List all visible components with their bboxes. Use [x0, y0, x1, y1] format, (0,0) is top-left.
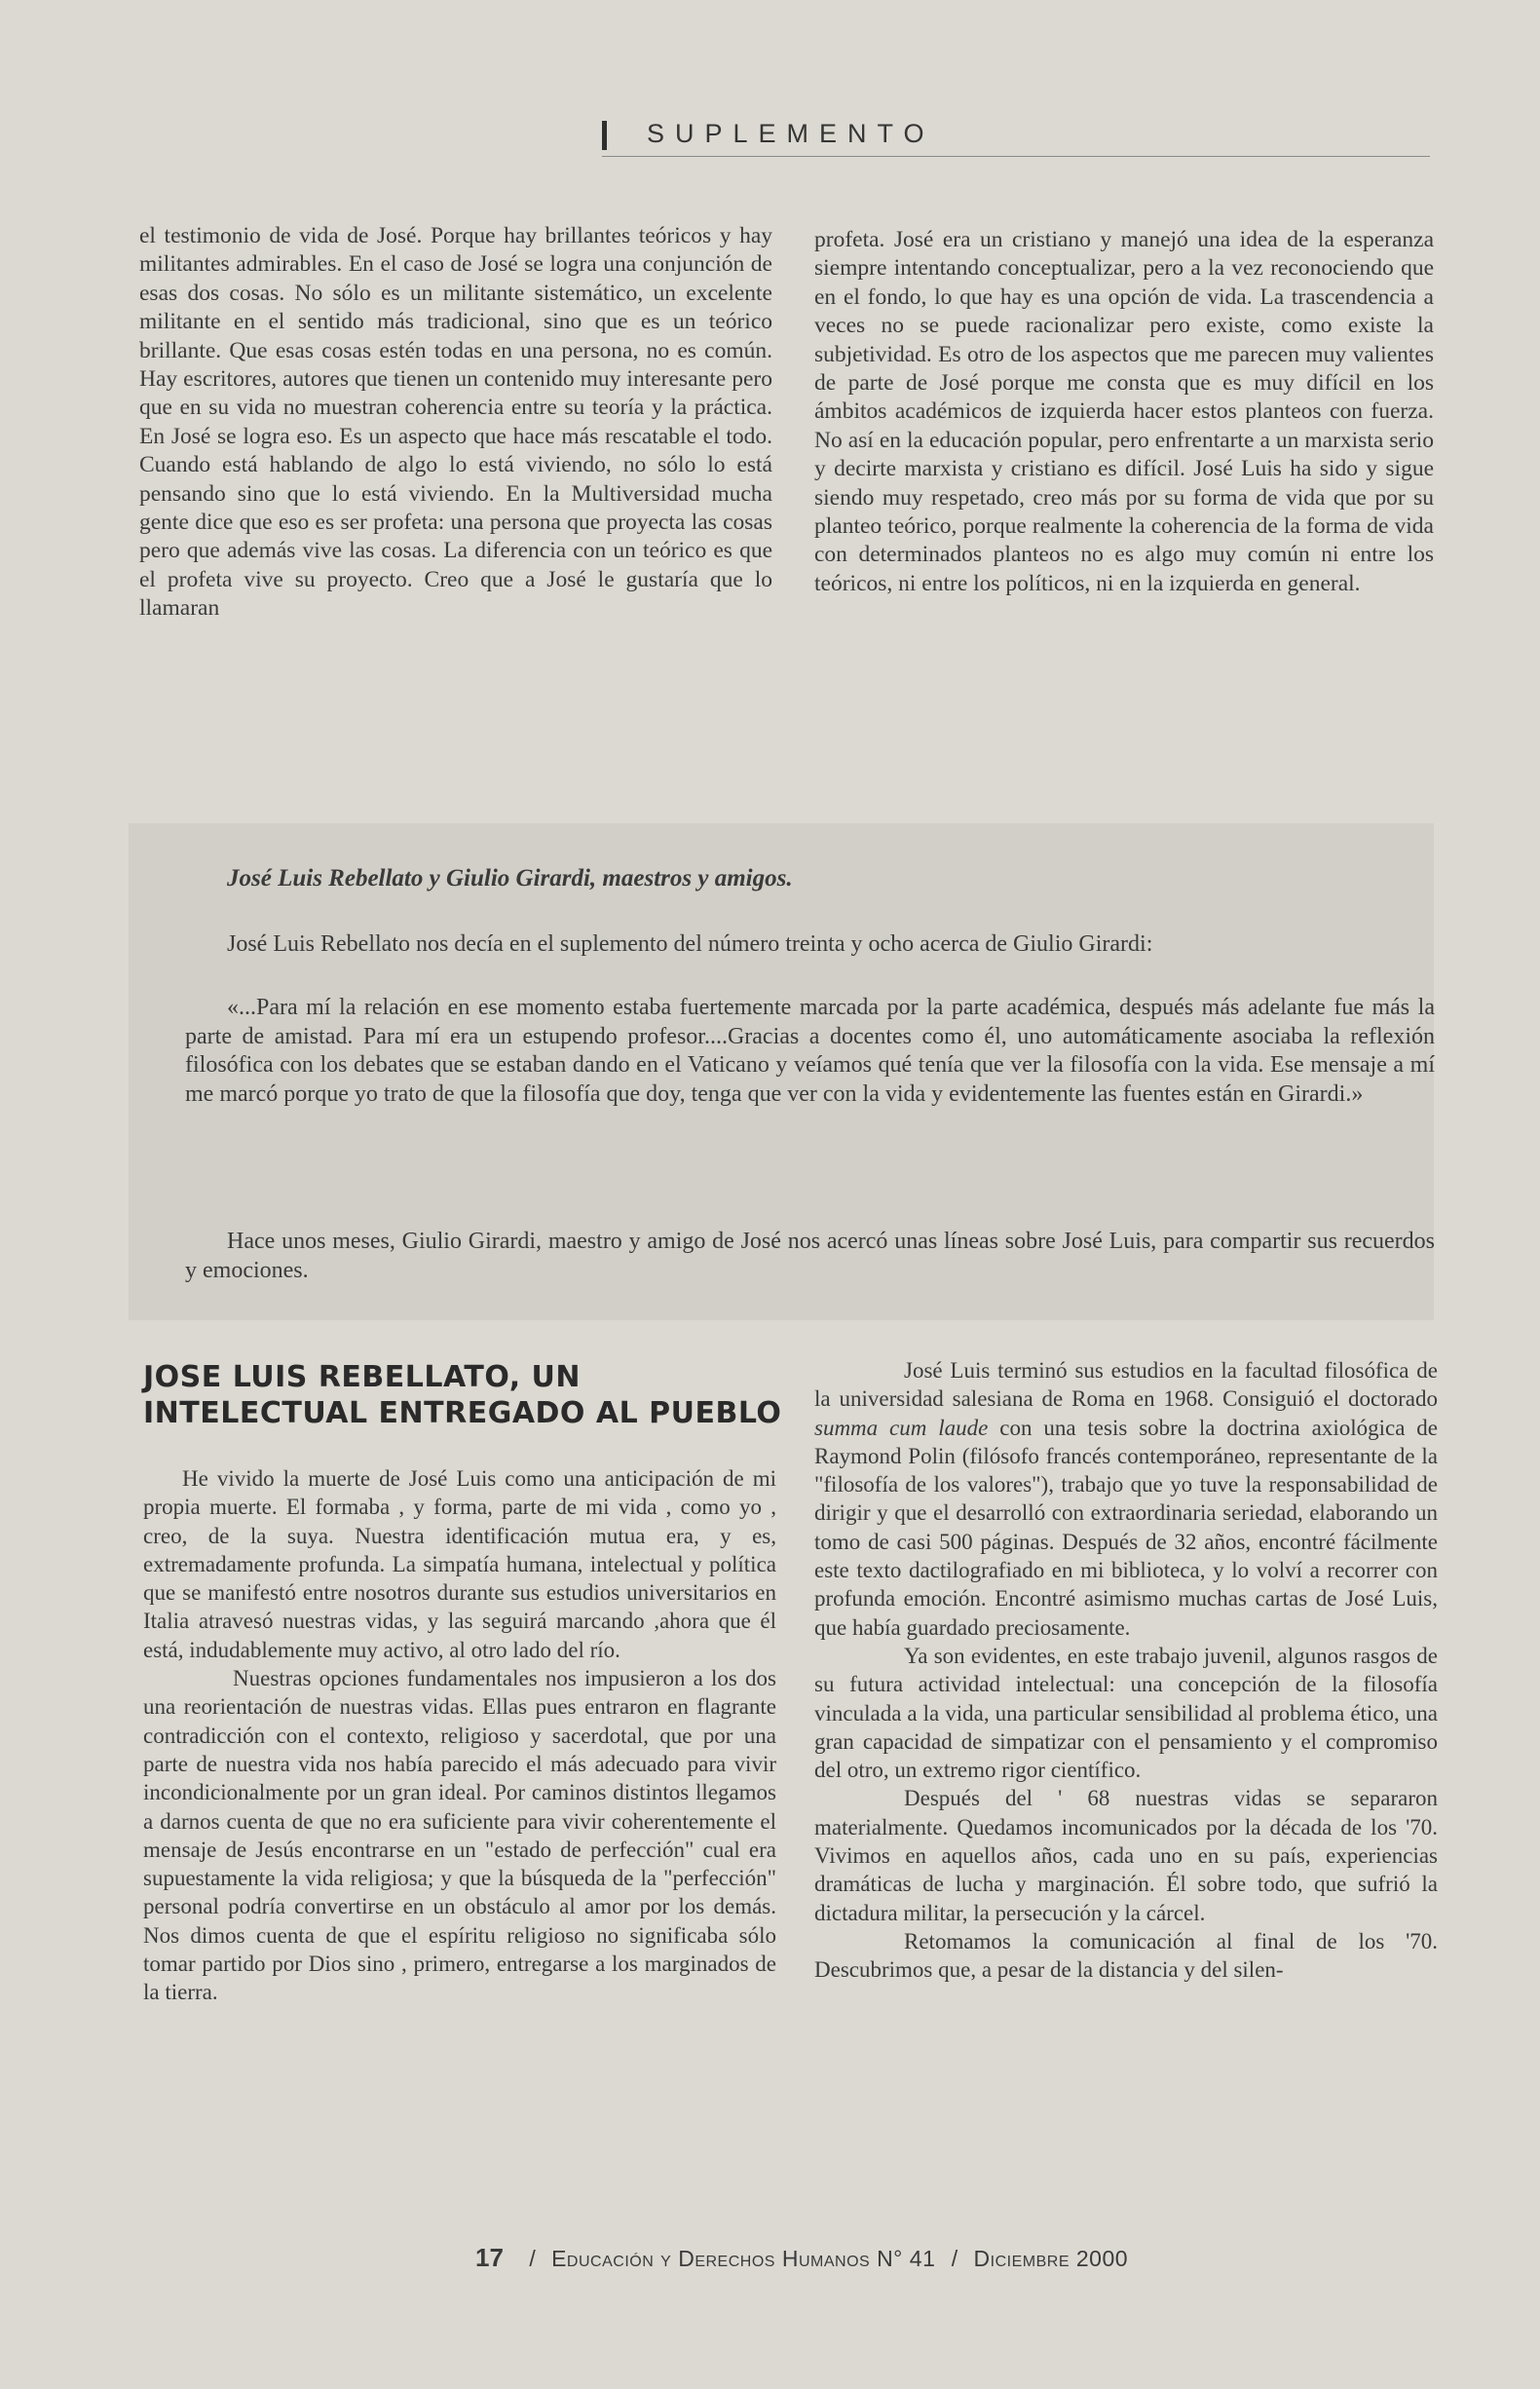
publication-name: Educación y Derechos Humanos N° 41	[551, 2246, 936, 2271]
article-title: JOSE LUIS REBELLATO, UN INTELECTUAL ENTREGADO AL PUEBLO	[143, 1360, 782, 1430]
italic-phrase: summa cum laude	[814, 1415, 989, 1440]
header-rule	[602, 156, 1430, 157]
footer-separator: /	[951, 2246, 958, 2271]
top-left-column	[139, 222, 772, 624]
footer-separator: /	[529, 2246, 536, 2271]
paragraph: el testimonio de vida de José. Porque hay brillantes teóricos y hay militantes admirables. En el caso de José se logra una conjunción de esas dos cosas. No sólo es un militante sistemático, un excelente militante en el sentido más tradicional, sino que es un teórico brillante. Que esas cosas estén todas en una persona, no es común. Hay escritores, autores que tienen un contenido muy interesante pero que en su vida no muestran coherencia entre su teoría y la práctica. En José se logra eso. Es un aspecto que hace más rescatable el todo. Cuando está hablando de algo lo está viviendo, no sólo lo está pensando sino que lo está viviendo. En la Multiversidad mucha gente dice que eso es ser profeta: una persona que proyecta las cosas pero que además vive las cosas. La diferencia con un teórico es que el profeta vive su proyecto. Creo que a José le gustaría que lo llamaran	[139, 223, 772, 622]
paragraph: Ya son evidentes, en este trabajo juvenil, algunos rasgos de su futura actividad intelectual: una concepción de la filosofía vinculada a la vida, una particular sensibilidad al problema ético, una gran capacidad de simpatizar con el pensamiento y el compromiso del otro, un extremo rigor científico.	[814, 1643, 1438, 1783]
paragraph: Retomamos la comunicación al final de los '70. Descubrimos que, a pesar de la distancia y del silen-	[814, 1928, 1438, 1983]
quote-box-title: José Luis Rebellato y Giulio Girardi, maestros y amigos.	[227, 865, 793, 891]
quote-closing: Hace unos meses, Giulio Girardi, maestro y amigo de José nos acercó unas líneas sobre José Luis, para compartir sus recuerdos y emociones.	[185, 1229, 1435, 1283]
quote-text: «...Para mí la relación en ese momento estaba fuertemente marcada por la parte académica, después más adelante fue más la parte de amistad. Para mí era un estupendo profesor....Gracias a docentes como él, uno automáticamente asociaba la reflexión filosófica con los debates que se estaban dando en el Vaticano y veíamos qué tenía que ver la filosofía con la vida. Ese mensaje a mí me marcó porque yo trato de que la filosofía que doy, tenga que ver con la vida y evidentemente las fuentes están en Girardi.»	[185, 995, 1435, 1107]
issue-date: Diciembre 2000	[973, 2246, 1129, 2271]
section-title: SUPLEMENTO	[647, 119, 935, 148]
paragraph: profeta. José era un cristiano y manejó una idea de la esperanza siempre intentando conceptualizar, pero a la vez reconociendo que en el fondo, lo que hay es una opción de vida. La trascendencia a veces no se puede racionalizar pero existe, como existe la subjetividad. Es otro de los aspectos que me parecen muy valientes de parte de José porque me consta que es muy difícil en los ámbitos académicos de izquierda hacer estos planteos con fuerza. No así en la educación popular, pero enfrentarte a un marxista serio y decirte marxista y cristiano es difícil. José Luis ha sido y sigue siendo muy respetado, creo más por su forma de vida que por su planteo teórico, porque realmente la coherencia de la forma de vida con determinados planteos no es algo muy común ni entre los teóricos, ni entre los políticos, ni en la izquierda en general.	[814, 227, 1434, 596]
article-left-column	[143, 1464, 776, 2007]
article-right-column	[814, 1356, 1438, 1985]
quote-intro: José Luis Rebellato nos decía en el suplemento del número treinta y ocho acerca de Giulio Girardi:	[227, 931, 1153, 957]
page-footer	[475, 2243, 1352, 2273]
page-number: 17	[475, 2243, 504, 2272]
paragraph: He vivido la muerte de José Luis como una anticipación de mi propia muerte. El formaba , y forma, parte de mi vida , como yo , creo, de la suya. Nuestra identificación mutua era, y es, extremadamente profunda. La simpatía humana, intelectual y política que se manifestó entre nosotros durante sus estudios universitarios en Italia atravesó nuestras vidas, y las seguirá marcando ,ahora que él está, indudablemente muy activo, al otro lado del río.	[143, 1466, 776, 1662]
top-right-column	[814, 226, 1434, 598]
section-header	[602, 117, 1430, 160]
paragraph: Después del ' 68 nuestras vidas se separaron materialmente. Quedamos incomunicados por la década de los '70. Vivimos en aquellos años, cada uno en su país, experiencias dramáticas de lucha y marginación. Él sobre todo, que sufrió la dictadura militar, la persecución y la cárcel.	[814, 1786, 1438, 1925]
paragraph: Nuestras opciones fundamentales nos impusieron a los dos una reorientación de nuestras vidas. Ellas pues entraron en flagrante contradicción con el contexto, religioso y sacerdotal, que por una parte de nuestra vida nos había parecido el más adecuado para vivir incondicionalmente por un gran ideal. Por caminos distintos llegamos a darnos cuenta de que no era suficiente para vivir coherentemente el mensaje de Jesús encontrarse en un "estado de perfección" cual era supuestamente la vida religiosa; y que la búsqueda de la "perfección" personal podría convertirse en un obstáculo al amor por los demás. Nos dimos cuenta de que el espíritu religioso no significaba sólo tomar partido por Dios sino , primero, entregarse a los marginados de la tierra.	[143, 1666, 776, 2005]
paragraph: José Luis terminó sus estudios en la facultad filosófica de la universidad salesiana de Roma en 1968. Consiguió el doctorado summa cum laude con una tesis sobre la doctrina axiológica de Raymond Polin (filósofo francés contemporáneo, representante de la "filosofía de los valores"), trabajo que yo tuve la responsabilidad de dirigir y que el desarrolló con extraordinaria seriedad, elaborando un tomo de casi 500 páginas. Después de 32 años, encontré fácilmente este texto dactilografiado en mi biblioteca, y lo volví a recorrer con profunda emoción. Encontré asimismo muchas cartas de José Luis, que había guardado preciosamente.	[814, 1358, 1438, 1640]
header-bar	[602, 121, 607, 150]
